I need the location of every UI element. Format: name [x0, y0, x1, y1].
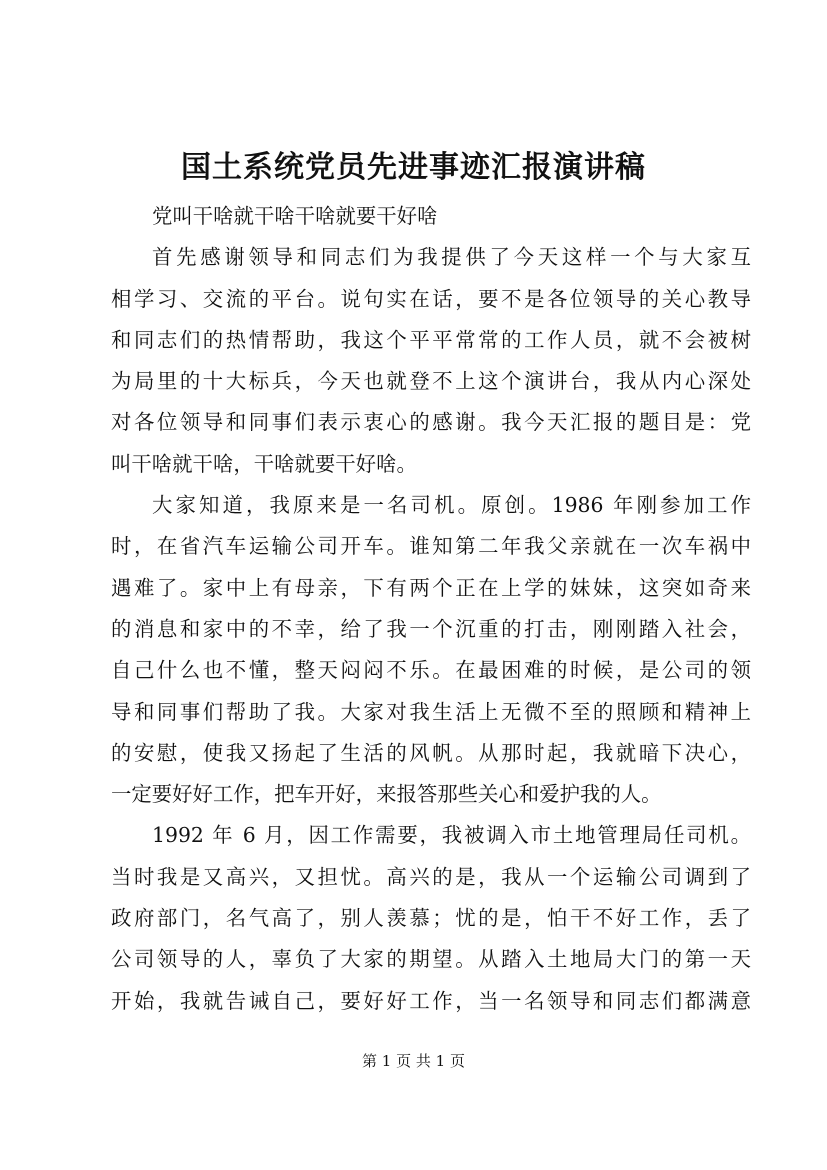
- document-body: [111, 196, 751, 1022]
- document-subtitle: 党叫干啥就干啥干啥就要干好啥: [152, 204, 438, 228]
- paragraph-2: [111, 485, 751, 815]
- text-line: 开始，我就告诫自己，要好好工作，当一名领导和同志们都满意: [111, 988, 751, 1013]
- text-line: 时，在省汽车运输公司开车。谁知第二年我父亲就在一次车祸中: [111, 534, 751, 559]
- text-line: 遇难了。家中上有母亲，下有两个正在上学的妹妹，这突如奇来: [111, 575, 751, 600]
- paragraph-3: [111, 815, 751, 1021]
- paragraph-1: [111, 237, 751, 485]
- text-line: 一定要好好工作，把车开好，来报答那些关心和爱护我的人。: [111, 782, 662, 807]
- page-number-footer: 第 1 页 共 1 页: [362, 1052, 465, 1070]
- text-line: 1992 年 6 月，因工作需要，我被调入市土地管理局任司机。: [152, 823, 751, 848]
- text-line: 当时我是又高兴，又担忧。高兴的是，我从一个运输公司调到了: [111, 864, 751, 889]
- text-line: 的安慰，使我又扬起了生活的风帆。从那时起，我就暗下决心，: [111, 740, 751, 765]
- document-title: 国土系统党员先进事迹汇报演讲稿: [181, 150, 646, 185]
- text-line: 导和同事们帮助了我。大家对我生活上无微不至的照顾和精神上: [111, 699, 751, 724]
- text-line: 相学习、交流的平台。说句实在话，要不是各位领导的关心教导: [111, 286, 751, 311]
- text-line: 公司领导的人，辜负了大家的期望。从踏入土地局大门的第一天: [111, 947, 751, 972]
- text-line: 自己什么也不懂，整天闷闷不乐。在最困难的时候，是公司的领: [111, 658, 751, 683]
- text-line: 大家知道，我原来是一名司机。原创。1986 年刚参加工作: [152, 493, 751, 518]
- text-line: 对各位领导和同事们表示衷心的感谢。我今天汇报的题目是：党: [111, 410, 751, 435]
- text-line: 政府部门，名气高了，别人羡慕；忧的是，怕干不好工作，丢了: [111, 906, 751, 931]
- text-line: 叫干啥就干啥，干啥就要干好啥。: [111, 451, 417, 476]
- text-line: 和同志们的热情帮助，我这个平平常常的工作人员，就不会被树: [111, 327, 751, 352]
- text-line: 的消息和家中的不幸，给了我一个沉重的打击，刚刚踏入社会，: [111, 616, 751, 641]
- text-line: 为局里的十大标兵，今天也就登不上这个演讲台，我从内心深处: [111, 369, 751, 394]
- text-line: 首先感谢领导和同志们为我提供了今天这样一个与大家互: [152, 245, 751, 270]
